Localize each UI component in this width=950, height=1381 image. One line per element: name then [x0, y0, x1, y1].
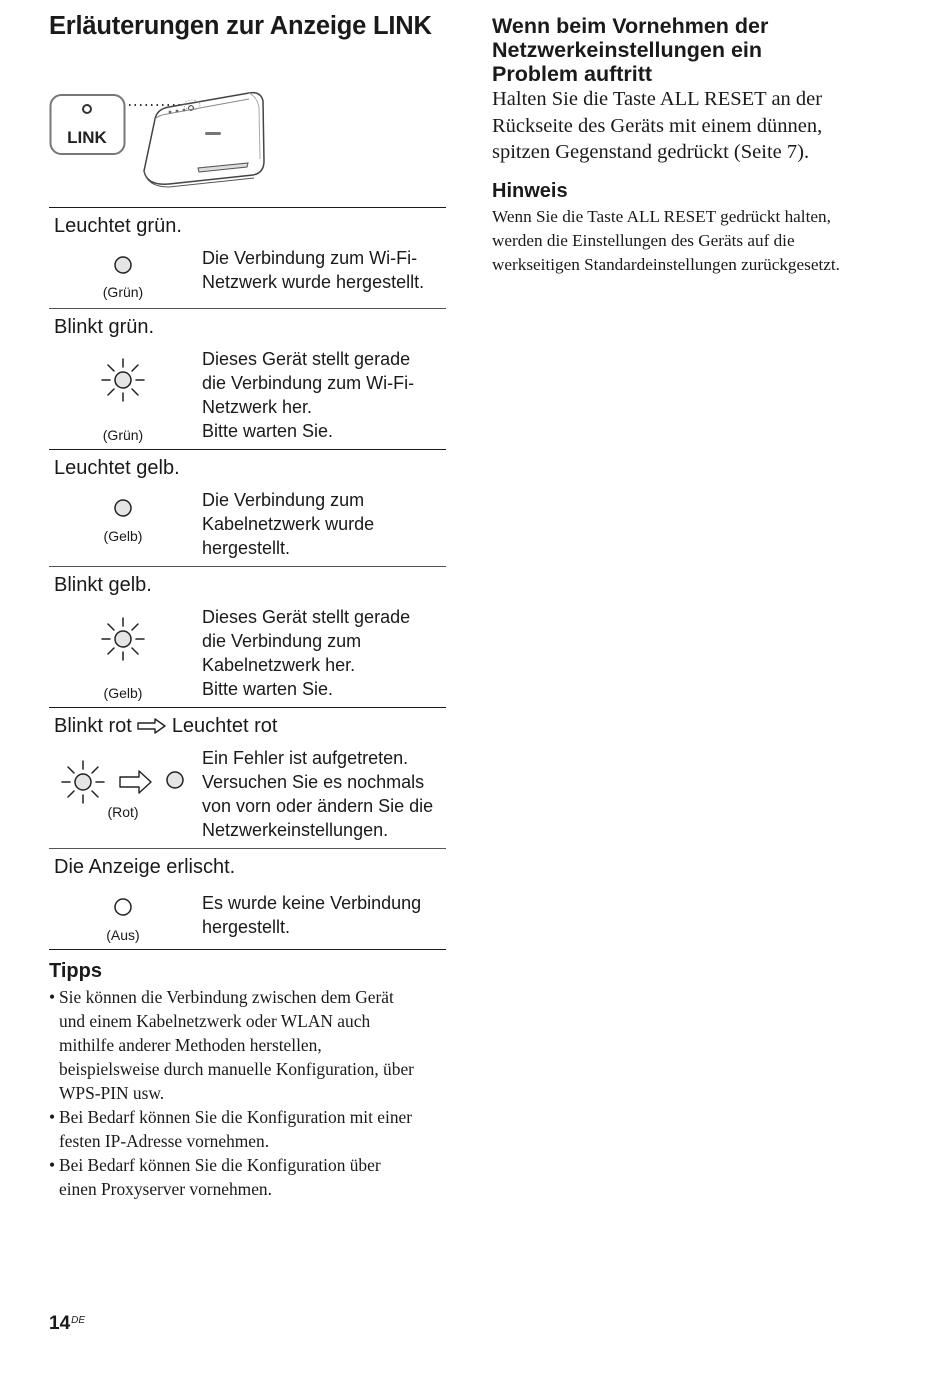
page-number: 14DE: [49, 1313, 86, 1334]
hint-heading: Hinweis: [492, 179, 568, 202]
arrow-right-icon: [137, 718, 167, 734]
state-heading: Blinkt grün.: [54, 316, 155, 338]
device-illustration: [49, 41, 446, 191]
led-on-icon: [113, 498, 133, 518]
state-description: Dieses Gerät stellt gerade die Verbindung zum Kabelnetzwerk her. Bitte warten Sie.: [202, 607, 411, 699]
state-caption: (Rot): [107, 804, 139, 820]
state-caption: (Grün): [102, 427, 144, 443]
state-description: Die Verbindung zum Kabelnetzwerk wurde hergestellt.: [202, 490, 375, 558]
state-heading: Blinkt rot Leuchtet rot: [54, 715, 278, 737]
troubleshooting-heading: Wenn beim Vornehmen der Netzwerkeinstellungen ein Problem auftritt: [492, 14, 769, 86]
hint-text: Wenn Sie die Taste ALL RESET gedrückt halten, werden die Einstellungen des Geräts auf die werkseitigen Standardeinstellungen zurückgesetzt.: [492, 206, 840, 274]
state-section-green-on: [49, 207, 446, 308]
speaker-dock-illustration: [49, 41, 446, 191]
list-item: • Bei Bedarf können Sie die Konfiguration mit einer festen IP-Adresse vornehmen.: [49, 1105, 446, 1153]
led-off-icon: [113, 897, 133, 917]
page-title: Erläuterungen zur Anzeige LINK: [49, 12, 432, 40]
state-description: Ein Fehler ist aufgetreten. Versuchen Sie es nochmals von vorn oder ändern Sie die Netzwerkeinstellungen.: [202, 748, 434, 840]
state-heading: Die Anzeige erlischt.: [54, 856, 236, 878]
state-caption: (Gelb): [103, 528, 143, 544]
list-item: • Sie können die Verbindung zwischen dem Gerät und einem Kabelnetzwerk oder WLAN auch mithilfe anderer Methoden herstellen, beispielsweise durch manuelle Konfiguration, über WPS-PIN usw.: [49, 985, 446, 1105]
left-column: [49, 12, 446, 1201]
troubleshooting-text: Halten Sie die Taste ALL RESET an der Rückseite des Geräts mit einem dünnen, spitzen Gegenstand gedrückt (Seite 7).: [492, 88, 823, 163]
state-section-green-blink: [49, 308, 446, 449]
led-blink-icon: [99, 615, 147, 663]
link-button-label: LINK: [67, 128, 107, 147]
state-description: Dieses Gerät stellt gerade die Verbindung zum Wi-Fi- Netzwerk her. Bitte warten Sie.: [202, 349, 415, 441]
led-on-icon: [113, 255, 133, 275]
list-item: • Bei Bedarf können Sie die Konfiguration über einen Proxyserver vornehmen.: [49, 1153, 446, 1201]
tips-list: [49, 985, 446, 1201]
right-column: [492, 14, 902, 277]
tips-heading: Tipps: [49, 960, 102, 982]
state-heading: Leuchtet grün.: [54, 215, 182, 237]
state-caption: (Gelb): [103, 685, 143, 701]
state-caption: (Grün): [102, 284, 144, 300]
state-heading: Leuchtet gelb.: [54, 457, 180, 479]
led-status-table: [49, 207, 446, 950]
led-blink-then-on-icon: [59, 758, 189, 806]
state-description: Es wurde keine Verbindung hergestellt.: [202, 893, 422, 937]
state-description: Die Verbindung zum Wi-Fi- Netzwerk wurde hergestellt.: [202, 248, 425, 292]
state-caption: (Aus): [106, 927, 140, 943]
state-section-red: [49, 707, 446, 848]
state-section-off: [49, 848, 446, 949]
state-section-yellow-blink: [49, 566, 446, 707]
state-section-yellow-on: [49, 449, 446, 566]
state-heading: Blinkt gelb.: [54, 574, 152, 596]
led-blink-icon: [99, 356, 147, 404]
